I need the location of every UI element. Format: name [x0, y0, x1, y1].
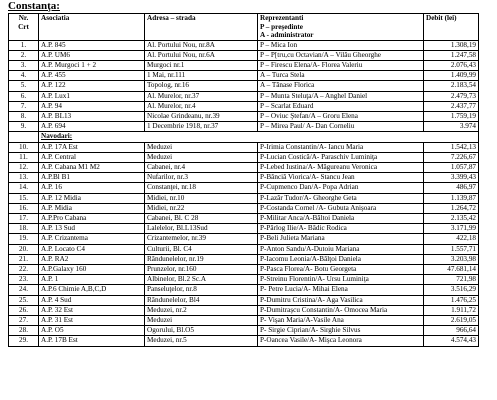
- table-row: [9, 275, 479, 285]
- cell-debit: 1.139,87: [424, 193, 479, 203]
- cell-asociatia: A.P. Midia: [39, 203, 145, 213]
- cell-nr: 18.: [9, 224, 39, 234]
- cell-reprezentanti: A – Tănase Florica: [258, 81, 424, 91]
- cell-adresa: Al. Portului Nou, nr.6A: [145, 50, 258, 60]
- cell-asociatia: A.P. 16: [39, 183, 145, 193]
- cell-nr: 7.: [9, 101, 39, 111]
- cell-debit: 3.203,98: [424, 254, 479, 264]
- cell-nr: 15.: [9, 193, 39, 203]
- cell-asociatia: A.P. 13 Sud: [39, 224, 145, 234]
- cell-reprezentanti: P- Vişan Maria/A-Vasile Ana: [258, 315, 424, 325]
- cell-asociatia: A.P. 4 Sud: [39, 295, 145, 305]
- cell-nr: 13.: [9, 173, 39, 183]
- navodari-rows: [9, 142, 479, 346]
- cell-debit: 2.437,77: [424, 101, 479, 111]
- header-rep-title: Reprezentanti: [260, 14, 304, 22]
- cell-reprezentanti: P – Munta Steluţa/A – Anghel Daniel: [258, 91, 424, 101]
- page-heading: Constanţa:: [8, 0, 60, 12]
- cell-reprezentanti: P-Costanda Cornel /A- Gubuta Anişoara: [258, 203, 424, 213]
- table-row: [9, 315, 479, 325]
- cell-reprezentanti: P-Dumitraşcu Constantin/A- Omocea Maria: [258, 305, 424, 315]
- cell-asociatia: A.P. RA2: [39, 254, 145, 264]
- cell-debit: 1.308,19: [424, 40, 479, 50]
- table-row: [9, 60, 479, 70]
- table-row: [9, 122, 479, 132]
- cell-debit: 2.135,42: [424, 213, 479, 223]
- cell-nr: 6.: [9, 91, 39, 101]
- cell-debit: 422,18: [424, 234, 479, 244]
- cell-adresa: Crizantemelor, nr.39: [145, 234, 258, 244]
- cell-adresa: Meduzei, nr.5: [145, 336, 258, 346]
- cell-reprezentanti: P-Beli Julieta Mariana: [258, 234, 424, 244]
- cell-nr: 24.: [9, 285, 39, 295]
- cell-debit: 2.183,54: [424, 81, 479, 91]
- header-nr-crt: [9, 14, 39, 41]
- table-row: [9, 264, 479, 274]
- cell-asociatia: A.P. 32 Est: [39, 305, 145, 315]
- cell-debit: 47.681,14: [424, 264, 479, 274]
- header-rep-p: P – preşedinte: [260, 22, 303, 31]
- cell-reprezentanti: P-Pasca Florea/A- Botu Georgeta: [258, 264, 424, 274]
- cell-reprezentanti: P – P[tru,cu Octavian/A – Vilău Gheorghe: [258, 50, 424, 60]
- cell-asociatia: A.P. O5: [39, 326, 145, 336]
- cell-reprezentanti: P- Petre Lucia/A- Mihai Elena: [258, 285, 424, 295]
- cell-adresa: Meduzei: [145, 315, 258, 325]
- cell-adresa: Răndunelelor, nr.19: [145, 254, 258, 264]
- cell-reprezentanti: P – Scarlat Eduard: [258, 101, 424, 111]
- cell-adresa: Al. Portului Nou, nr.8A: [145, 40, 258, 50]
- table-row: [9, 162, 479, 172]
- cell-debit: 2.619,05: [424, 315, 479, 325]
- cell-asociatia: A.P. 17A Est: [39, 142, 145, 152]
- cell-asociatia: A.P. Locato C4: [39, 244, 145, 254]
- table-row: [9, 326, 479, 336]
- table-row: [9, 193, 479, 203]
- cell-adresa: Ogorului, Bl.O5: [145, 326, 258, 336]
- cell-reprezentanti: P-Lucian Costică/A- Paraschiv Luminiţa: [258, 152, 424, 162]
- table-row: [9, 183, 479, 193]
- table-row: [9, 213, 479, 223]
- table-row: [9, 336, 479, 346]
- cell-debit: 486,97: [424, 183, 479, 193]
- cell-nr: 19.: [9, 234, 39, 244]
- cell-asociatia: A.P. Crizantema: [39, 234, 145, 244]
- cell-debit: 7.226,67: [424, 152, 479, 162]
- cell-reprezentanti: P – Oviuc Ştefan/A – Groru Elena: [258, 111, 424, 121]
- cell-reprezentanti: P-Lazăr Tudor/A- Gheorghe Geta: [258, 193, 424, 203]
- cell-nr: 3.: [9, 60, 39, 70]
- cell-asociatia: A.P. UM6: [39, 50, 145, 60]
- cell-debit: 2.479,73: [424, 91, 479, 101]
- table-row: [9, 152, 479, 162]
- cell-reprezentanti: P-Lebed Iustina/A- Măgureanu Veronica: [258, 162, 424, 172]
- cell-debit: 1.911,72: [424, 305, 479, 315]
- table-row: [9, 111, 479, 121]
- cell-reprezentanti: P – Mirea Paul/ A- Dan Corneliu: [258, 122, 424, 132]
- cell-adresa: Constanţei, nr.18: [145, 183, 258, 193]
- cell-reprezentanti: P-Militar Anca/A-Băltoi Daniela: [258, 213, 424, 223]
- cell-asociatia: A.P. Murgoci 1 + 2: [39, 60, 145, 70]
- header-nr: Nr.: [18, 14, 29, 22]
- cell-adresa: Topolog, nr.16: [145, 81, 258, 91]
- cell-reprezentanti: P-Oancea Vasile/A- Mişca Leonora: [258, 336, 424, 346]
- cell-debit: 1.759,19: [424, 111, 479, 121]
- cell-nr: 16.: [9, 203, 39, 213]
- cell-asociatia: A.P. 31 Est: [39, 315, 145, 325]
- cell-asociatia: A.P.6 Chimie A,B,C,D: [39, 285, 145, 295]
- cell-asociatia: A.P. 12 Midia: [39, 193, 145, 203]
- cell-reprezentanti: P-Cupmenco Dan/A- Popa Adrian: [258, 183, 424, 193]
- cell-debit: 1.247,58: [424, 50, 479, 60]
- cell-reprezentanti: P – Firescu Elena/A- Florea Valeriu: [258, 60, 424, 70]
- table-row: [9, 203, 479, 213]
- cell-reprezentanti: P-Dumitru Cristina/A- Aga Vasilica: [258, 295, 424, 305]
- cell-adresa: Nicolae Grindeanu, nr.39: [145, 111, 258, 121]
- cell-nr: 9.: [9, 122, 39, 132]
- cell-nr: 5.: [9, 81, 39, 91]
- cell-nr: 10.: [9, 142, 39, 152]
- table-row: [9, 234, 479, 244]
- table-row: [9, 224, 479, 234]
- cell-asociatia: A.P. 455: [39, 71, 145, 81]
- cell-adresa: Lalelelor, Bl.L13Sud: [145, 224, 258, 234]
- header-debit: Debit (lei): [424, 14, 479, 41]
- header-rep-a: A - administrator: [260, 31, 314, 39]
- cell-debit: 721,98: [424, 275, 479, 285]
- cell-adresa: Albinelor, Bl.2 Sc.A: [145, 275, 258, 285]
- header-crt: Crt: [18, 22, 29, 31]
- table-row: [9, 295, 479, 305]
- cell-adresa: Panseluţelor, nr.8: [145, 285, 258, 295]
- navodari-section: [9, 132, 479, 142]
- table-row: [9, 91, 479, 101]
- cell-nr: 27.: [9, 315, 39, 325]
- cell-asociatia: A.P. 694: [39, 122, 145, 132]
- cell-nr: 20.: [9, 244, 39, 254]
- cell-adresa: Meduzei: [145, 152, 258, 162]
- table-header-row: [9, 14, 479, 41]
- header-reprezentanti: [258, 14, 424, 41]
- header-adresa: Adresa – strada: [145, 14, 258, 41]
- cell-adresa: 1 Decembrie 1918, nr.37: [145, 122, 258, 132]
- cell-nr: 8.: [9, 111, 39, 121]
- cell-reprezentanti: P-Anton Sandu/A-Dutoiu Mariana: [258, 244, 424, 254]
- table-row: [9, 285, 479, 295]
- cell-asociatia: A.P. Cabana M1 M2: [39, 162, 145, 172]
- table-row: [9, 142, 479, 152]
- cell-nr: 23.: [9, 275, 39, 285]
- cell-nr: 2.: [9, 50, 39, 60]
- table-row: [9, 40, 479, 50]
- cell-adresa: Răndunelelor, Bl4: [145, 295, 258, 305]
- section-row-navodari: [9, 132, 479, 142]
- section-label-navodari: Navodari:: [39, 132, 479, 142]
- cell-reprezentanti: P-Irimia Constantin/A- Iancu Maria: [258, 142, 424, 152]
- cell-debit: 3.516,29: [424, 285, 479, 295]
- cell-reprezentanti: P-Pârlog Ilie/A- Bădic Rodica: [258, 224, 424, 234]
- cell-nr: 11.: [9, 152, 39, 162]
- cell-adresa: Cabanei, Bl. C 28: [145, 213, 258, 223]
- cell-asociatia: A.P.Pro Cabana: [39, 213, 145, 223]
- cell-adresa: Meduzei, nr.2: [145, 305, 258, 315]
- cell-debit: 1.557,71: [424, 244, 479, 254]
- cell-debit: 966,64: [424, 326, 479, 336]
- table-row: [9, 305, 479, 315]
- cell-adresa: Prunzelor, nr.160: [145, 264, 258, 274]
- cell-nr: 4.: [9, 71, 39, 81]
- cell-asociatia: A.P. BL13: [39, 111, 145, 121]
- cell-adresa: 1 Mai, nr.111: [145, 71, 258, 81]
- cell-asociatia: A.P.Bl B1: [39, 173, 145, 183]
- cell-nr: 22.: [9, 264, 39, 274]
- cell-asociatia: A.P. Central: [39, 152, 145, 162]
- cell-reprezentanti: P-Bănciă Viorica/A- Stancu Jean: [258, 173, 424, 183]
- cell-reprezentanti: P-Streinu Florentin/A- Ursu Luminiţa: [258, 275, 424, 285]
- table-row: [9, 244, 479, 254]
- constanta-rows: [9, 40, 479, 132]
- cell-nr: 28.: [9, 326, 39, 336]
- table-row: [9, 71, 479, 81]
- cell-nr: 17.: [9, 213, 39, 223]
- table-row: [9, 50, 479, 60]
- cell-debit: 4.574,43: [424, 336, 479, 346]
- cell-nr: 25.: [9, 295, 39, 305]
- cell-asociatia: A.P. Lux1: [39, 91, 145, 101]
- cell-reprezentanti: P-Iacomu Leonia/A-Bălţoi Daniela: [258, 254, 424, 264]
- cell-debit: 1.409,99: [424, 71, 479, 81]
- cell-nr: 21.: [9, 254, 39, 264]
- cell-asociatia: A.P. 122: [39, 81, 145, 91]
- cell-nr: 12.: [9, 162, 39, 172]
- cell-reprezentanti: P- Sirgie Ciprian/A- Sirghie Silvus: [258, 326, 424, 336]
- cell-adresa: Al. Murelor, nr.37: [145, 91, 258, 101]
- cell-adresa: Al. Murelor, nr.4: [145, 101, 258, 111]
- cell-debit: 3.171,99: [424, 224, 479, 234]
- cell-asociatia: A.P. 845: [39, 40, 145, 50]
- table-row: [9, 254, 479, 264]
- cell-nr: 29.: [9, 336, 39, 346]
- cell-nr: 14.: [9, 183, 39, 193]
- cell-nr: 1.: [9, 40, 39, 50]
- table-row: [9, 101, 479, 111]
- cell-asociatia: A.P. 94: [39, 101, 145, 111]
- table-row: [9, 81, 479, 91]
- cell-debit: 3.974: [424, 122, 479, 132]
- cell-adresa: Midiei, nr.10: [145, 193, 258, 203]
- cell-nr: 26.: [9, 305, 39, 315]
- cell-debit: 1.264,72: [424, 203, 479, 213]
- cell-debit: 1.057,87: [424, 162, 479, 172]
- cell-debit: 3.399,43: [424, 173, 479, 183]
- cell-reprezentanti: A – Turca Stela: [258, 71, 424, 81]
- cell-debit: 1.476,25: [424, 295, 479, 305]
- cell-debit: 2.076,43: [424, 60, 479, 70]
- debtors-table: [8, 13, 479, 347]
- header-asociatia: Asociatia: [39, 14, 145, 41]
- cell-asociatia: A.P. 17B Est: [39, 336, 145, 346]
- cell-adresa: Murgoci nr.1: [145, 60, 258, 70]
- cell-adresa: Meduzei: [145, 142, 258, 152]
- cell-adresa: Cabanei, nr.4: [145, 162, 258, 172]
- cell-debit: 1.542,13: [424, 142, 479, 152]
- cell-adresa: Midiei, nr.22: [145, 203, 258, 213]
- cell-adresa: Nufarilor, nr.3: [145, 173, 258, 183]
- table-row: [9, 173, 479, 183]
- cell-reprezentanti: P – Mica Ion: [258, 40, 424, 50]
- cell-asociatia: A.P. 1: [39, 275, 145, 285]
- cell-adresa: Culturii, Bl. C4: [145, 244, 258, 254]
- cell-asociatia: A.P.Galaxy 160: [39, 264, 145, 274]
